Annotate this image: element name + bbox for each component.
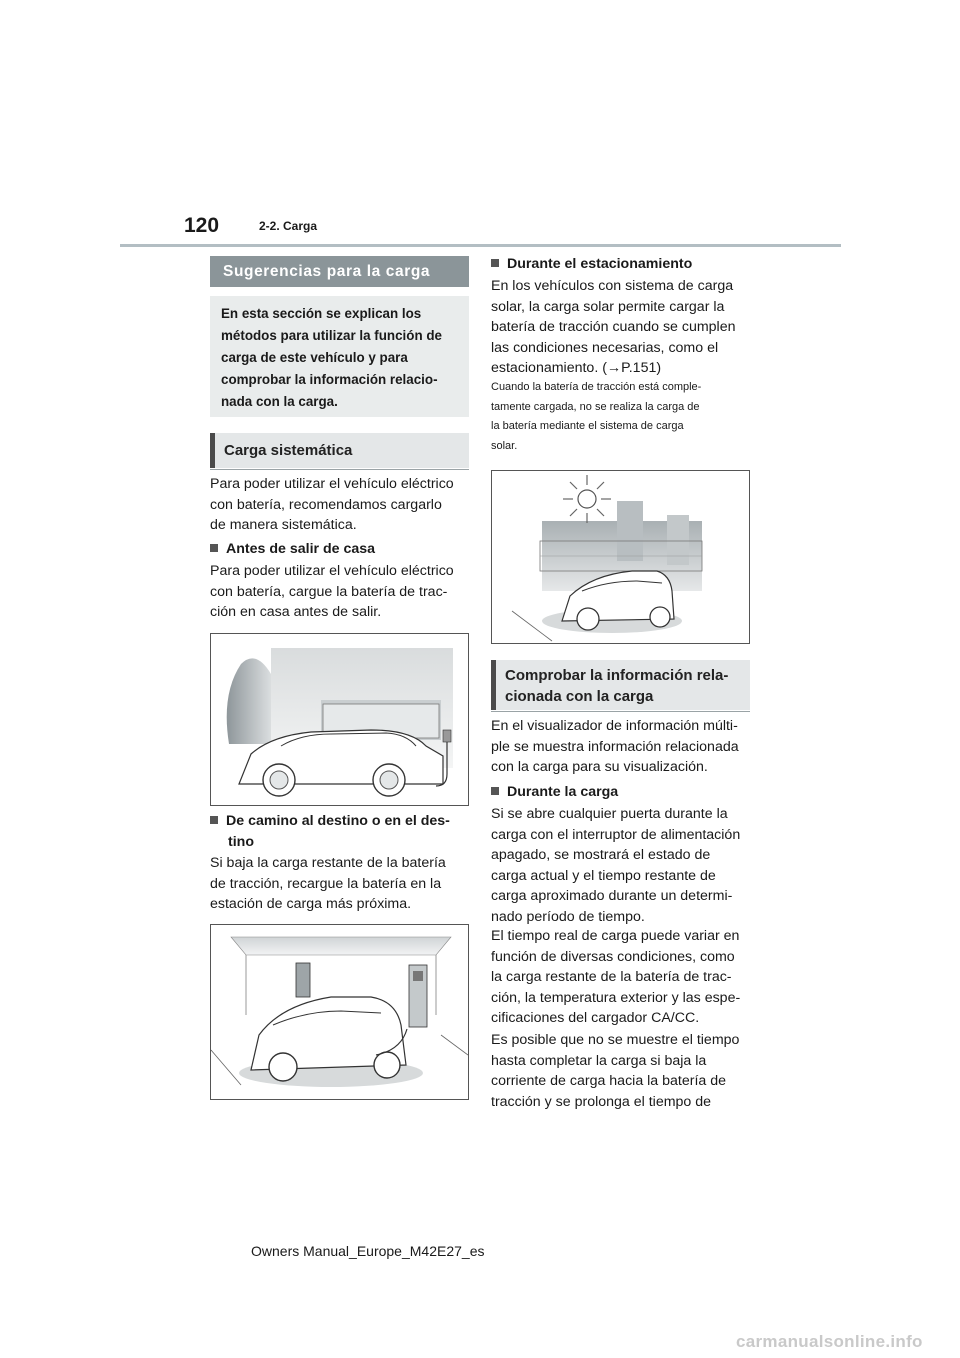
bullet-heading-durante-carga (491, 782, 753, 803)
text-line: solar. (491, 439, 518, 452)
header-divider (120, 244, 841, 247)
bullet-title: Antes de salir de casa (226, 541, 376, 557)
bullet-square-icon (491, 787, 499, 795)
text-line: El tiempo real de carga puede variar en (491, 928, 740, 944)
text-line: ción en casa antes de salir. (210, 604, 382, 620)
illustration-charging-station (210, 924, 469, 1100)
text-line: nado período de tiempo. (491, 908, 645, 925)
page-number: 120 (184, 214, 220, 237)
text-line: la batería mediante el sistema de carga (491, 420, 684, 432)
paragraph-posible (491, 1030, 753, 1112)
footer-document-id: Owners Manual_Europe_M42E27_es (251, 1243, 485, 1259)
text-line: de manera sistemática. (210, 517, 357, 533)
text-line: hasta completar la carga si baja la (491, 1052, 707, 1069)
text-line: En los vehículos con sistema de carga (491, 278, 734, 294)
charging-station-drawing (211, 925, 468, 1099)
paragraph-tiempo-real (491, 926, 753, 1029)
text-line: Si se abre cualquier puerta durante la (491, 806, 728, 822)
intro-line: métodos para utilizar la función de (221, 328, 442, 343)
bullet-square-icon (491, 259, 499, 267)
bullet-heading-antes (210, 539, 472, 560)
bullet-heading-camino (210, 811, 472, 852)
paragraph-durante-carga (491, 804, 753, 927)
bullet-title-cont: tino (228, 833, 254, 850)
bullet-title: Durante la carga (507, 784, 619, 800)
intro-box (210, 296, 469, 417)
heading-comprobar-informacion (491, 660, 750, 710)
text-line: corriente de carga hacia la batería de (491, 1073, 727, 1089)
text-line: Es posible que no se muestre el tiempo (491, 1032, 740, 1048)
text-line: Para poder utilizar el vehículo eléctrico (210, 476, 454, 492)
text-line: de tracción, recargue la batería en la (210, 875, 442, 892)
intro-line: nada con la carga. (221, 394, 338, 409)
home-charging-drawing (211, 634, 468, 805)
heading-carga-sistematica: Carga sistemática (210, 433, 469, 468)
text-line: con la carga para su visualización. (491, 759, 708, 775)
sun-icon (578, 490, 596, 508)
intro-line: carga de este vehículo y para (221, 350, 408, 365)
intro-line: comprobar la información relacio- (221, 372, 438, 387)
heading-line: cionada con la carga (505, 688, 654, 705)
heading-line: Comprobar la información rela- (505, 667, 729, 684)
text-line: carga con el interruptor de alimentación (491, 826, 741, 843)
text-line: solar, la carga solar permite cargar la (491, 298, 725, 315)
paragraph-visualizador (491, 716, 753, 778)
text-line: ple se muestra información relacionada (491, 738, 739, 755)
text-line: con batería, recomendamos cargarlo (210, 496, 442, 513)
watermark: carmanualsonline.info (736, 1332, 923, 1351)
paragraph-antes (210, 561, 472, 623)
bullet-square-icon (210, 816, 218, 824)
text-line: En el visualizador de información múlti- (491, 718, 738, 734)
bullet-title: De camino al destino o en el des- (226, 813, 450, 829)
text-line: batería de tracción cuando se cumplen (491, 319, 736, 335)
text-line: apagado, se mostrará el estado de (491, 847, 711, 863)
text-line: ción, la temperatura exterior y las espe- (491, 989, 741, 1006)
bullet-heading-estacionamiento (491, 254, 753, 275)
text-line: con batería, cargue la batería de trac- (210, 583, 448, 600)
illustration-solar-charging (491, 470, 750, 644)
illustration-home-charging (210, 633, 469, 806)
text-line: la carga restante de la batería de trac- (491, 969, 732, 985)
text-line: estacionamiento. (→P.151) (491, 360, 662, 376)
paragraph-camino (210, 853, 472, 915)
text-line: tracción y se prolonga el tiempo de (491, 1093, 712, 1110)
section-banner: Sugerencias para la carga (210, 256, 469, 287)
text-line: las condiciones necesarias, como el (491, 339, 719, 356)
text-line: estación de carga más próxima. (210, 896, 412, 912)
text-line: Si baja la carga restante de la batería (210, 855, 446, 871)
solar-charging-drawing (492, 471, 749, 643)
text-line: carga actual y el tiempo restante de (491, 867, 716, 884)
bullet-title: Durante el estacionamiento (507, 256, 693, 272)
intro-line: En esta sección se explican los (221, 306, 422, 321)
note-solar (491, 378, 753, 456)
paragraph-estacionamiento (491, 276, 753, 379)
text-line: carga aproximado durante un determi- (491, 888, 733, 904)
paragraph-carga (210, 474, 472, 536)
text-line: función de diversas condiciones, como (491, 948, 735, 965)
section-reference: 2-2. Carga (259, 219, 318, 233)
text-line: Para poder utilizar el vehículo eléctrico (210, 563, 454, 579)
text-line: tamente cargada, no se realiza la carga de (491, 400, 700, 413)
text-line: cificaciones del cargador CA/CC. (491, 1010, 700, 1026)
text-line: Cuando la batería de tracción está comple- (491, 381, 702, 393)
bullet-square-icon (210, 544, 218, 552)
